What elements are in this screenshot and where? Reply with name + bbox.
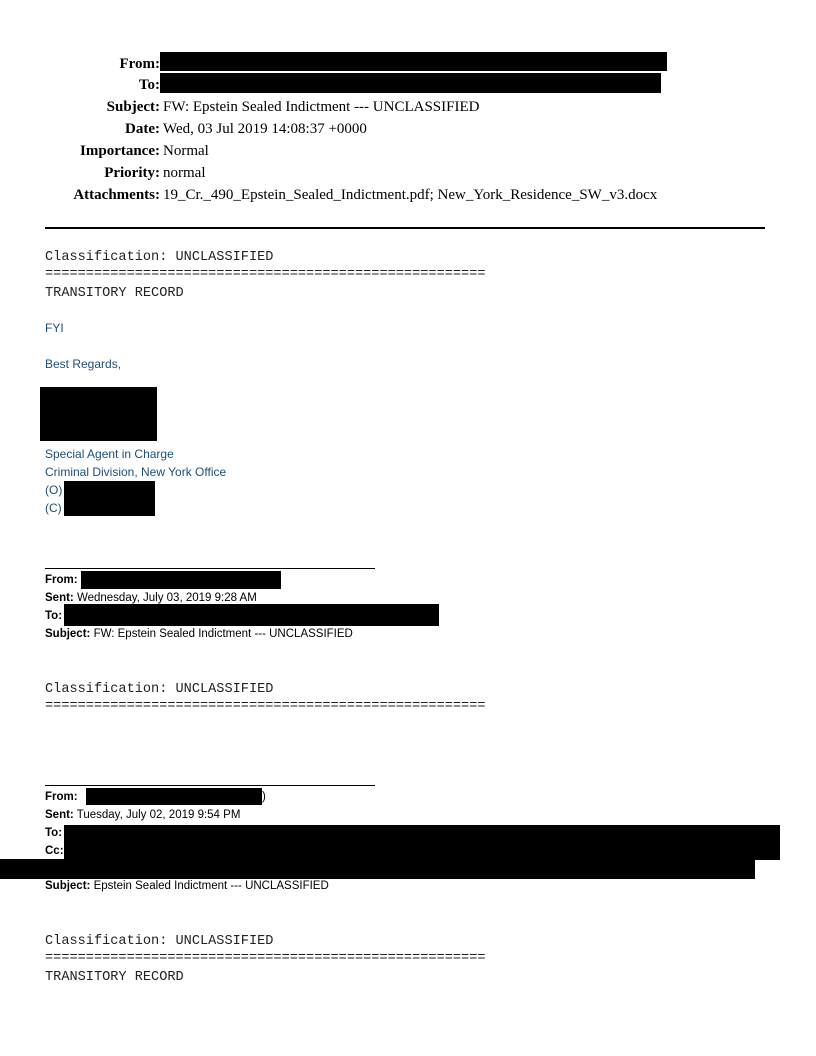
signature-cell-phone: (C) (45, 501, 62, 515)
redaction-fwd2-from (86, 788, 262, 805)
fwd1-subject: Subject: FW: Epstein Sealed Indictment --- UNCLASSIFIED (45, 628, 353, 640)
from-label: From: (119, 56, 160, 72)
classification-line: Classification: UNCLASSIFIED (45, 250, 274, 265)
redaction-from (160, 52, 667, 71)
subject-value: FW: Epstein Sealed Indictment --- UNCLASSIFIED (163, 99, 480, 115)
importance-label: Importance: (80, 143, 160, 159)
importance-value: Normal (163, 143, 209, 159)
signature-title: Special Agent in Charge (45, 447, 174, 461)
fwd2-classification: Classification: UNCLASSIFIED (45, 934, 274, 949)
forward-separator-2 (45, 785, 375, 786)
fwd2-from: From: (45, 791, 78, 803)
fwd2-cc-label: Cc: (45, 845, 64, 857)
fwd2-transitory-record: TRANSITORY RECORD (45, 970, 184, 985)
fwd2-sent: Sent: Tuesday, July 02, 2019 9:54 PM (45, 809, 241, 821)
signature-division: Criminal Division, New York Office (45, 465, 227, 479)
date-value: Wed, 03 Jul 2019 14:08:37 +0000 (163, 121, 367, 137)
fwd2-to-label: To: (45, 827, 63, 839)
redaction-fwd1-from (81, 571, 281, 589)
equals-separator: ====================================================== (45, 267, 486, 282)
transitory-record: TRANSITORY RECORD (45, 286, 184, 301)
date-label: Date: (125, 121, 160, 137)
priority-label: Priority: (104, 165, 160, 181)
redaction-signature-name (40, 387, 157, 441)
priority-value: normal (163, 165, 206, 181)
to-label: To: (138, 77, 160, 93)
subject-label: Subject: (106, 99, 160, 115)
fwd1-to-label: To: (45, 610, 63, 622)
fwd1-from-label: From: (45, 574, 78, 586)
redaction-phone-numbers (64, 481, 155, 516)
redaction-to (160, 73, 661, 93)
fwd1-equals-separator: ====================================================== (45, 699, 486, 714)
signature-office-phone: (O) (45, 483, 63, 497)
forward-separator-1 (45, 568, 375, 569)
redaction-fwd2-cc-overflow (0, 859, 755, 879)
fwd1-sent: Sent: Wednesday, July 03, 2019 9:28 AM (45, 592, 257, 604)
fwd1-classification: Classification: UNCLASSIFIED (45, 682, 274, 697)
fwd2-from-suffix: ) (262, 791, 266, 803)
attachments-label: Attachments: (73, 187, 160, 203)
fwd2-equals-separator: ====================================================== (45, 951, 486, 966)
redaction-fwd1-to (64, 604, 439, 626)
header-divider (45, 227, 765, 229)
attachments-value[interactable]: 19_Cr._490_Epstein_Sealed_Indictment.pdf; New_York_Residence_SW_v3.docx (163, 187, 658, 203)
fwd2-subject: Subject: Epstein Sealed Indictment --- UNCLASSIFIED (45, 880, 329, 892)
regards-text: Best Regards, (45, 357, 122, 371)
redaction-fwd2-to (64, 825, 780, 860)
fyi-text: FYI (45, 321, 64, 335)
